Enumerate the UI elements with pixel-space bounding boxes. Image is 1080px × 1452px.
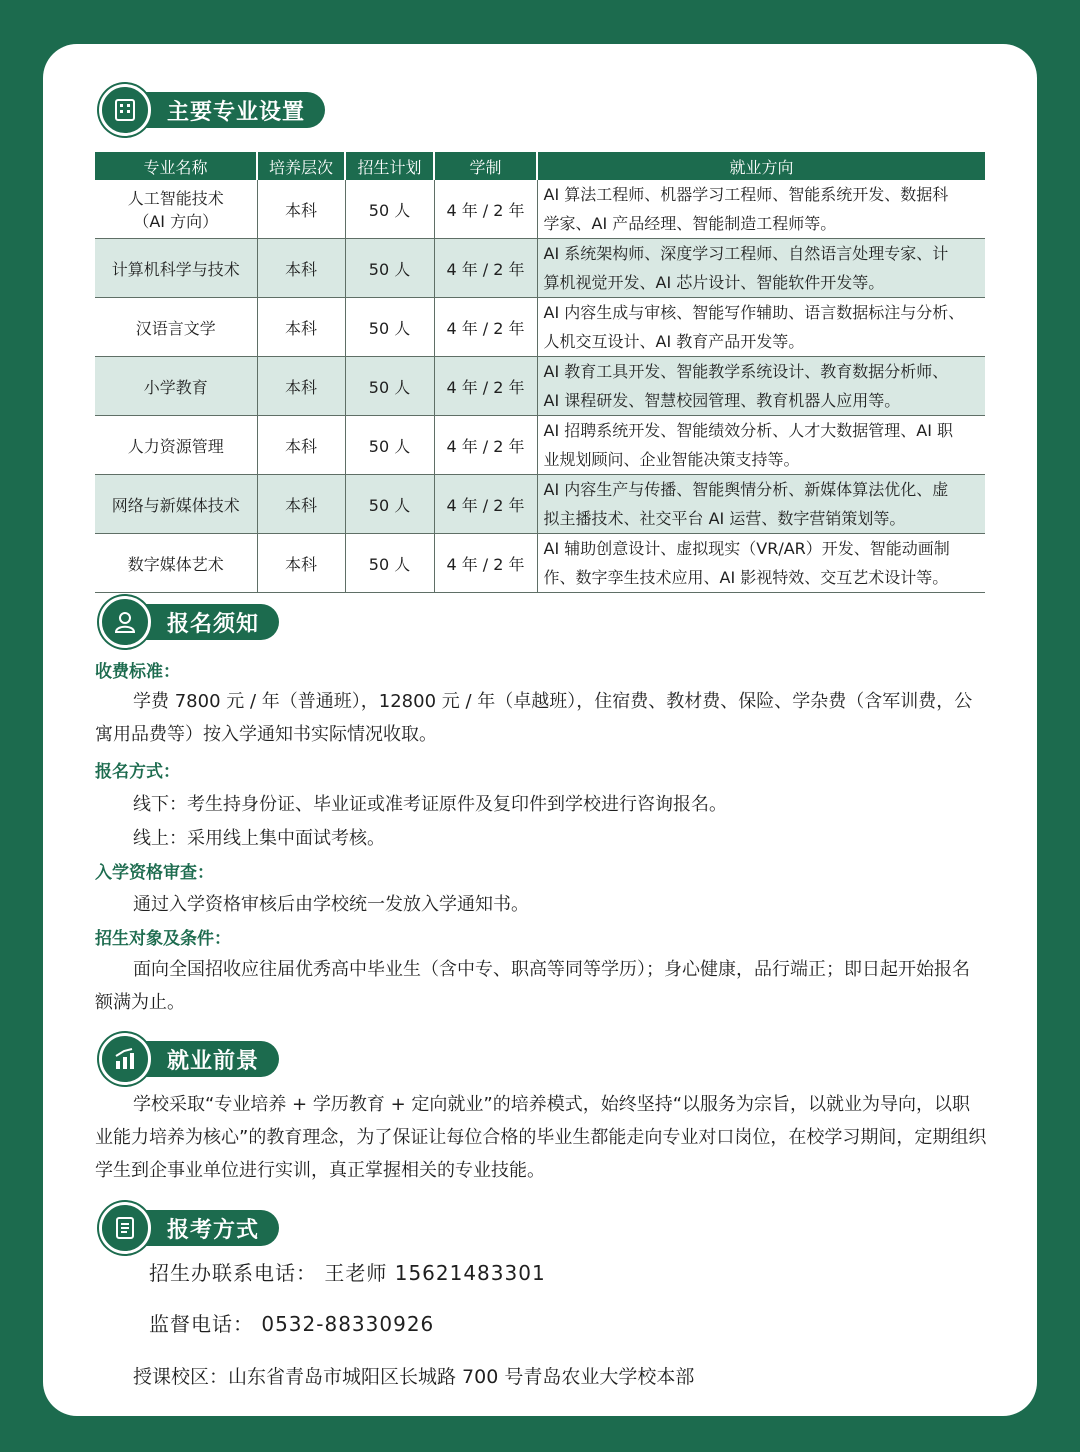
review-text: 通过入学资格审核后由学校统一发放入学通知书。 [133,894,529,915]
table-row [95,534,985,593]
major-level: 本科 [257,180,345,239]
major-level: 本科 [257,357,345,416]
method-label: 报名方式： [95,762,180,782]
major-jobs: AI 内容生成与审核、智能写作辅助、语言数据标注与分析、 人机交互设计、AI 教育产品开发等。 [537,298,985,357]
major-level: 本科 [257,475,345,534]
admission-phone: 招生办联系电话： 王老师 15621483301 [149,1261,546,1285]
header-level: 培养层次 [257,152,345,180]
major-name: 人力资源管理 [95,416,257,475]
major-years: 4 年 / 2 年 [434,180,537,239]
major-jobs: AI 系统架构师、深度学习工程师、自然语言处理专家、计 算机视觉开发、AI 芯片设计、智能软件开发等。 [537,239,985,298]
growth-chart-icon [99,1033,151,1085]
header-name: 专业名称 [95,152,257,180]
major-plan: 50 人 [345,239,434,298]
major-years: 4 年 / 2 年 [434,357,537,416]
section-title: 报考方式 [131,1210,279,1246]
section-majors-header [99,88,325,132]
target-text: 面向全国招收应往届优秀高中毕业生（含中专、职高等同等学历）；身心健康，品行端正；即日起开始报名额满为止。 [95,959,970,1013]
major-level: 本科 [257,239,345,298]
table-row [95,298,985,357]
major-jobs: AI 教育工具开发、智能教学系统设计、教育数据分析师、 AI 课程研发、智慧校园管理、教育机器人应用等。 [537,357,985,416]
fee-text: 学费 7800 元 / 年（普通班），12800 元 / 年（卓越班），住宿费、教材费、保险、学杂费（含军训费，公寓用品费等）按入学通知书实际情况收取。 [95,691,973,745]
supervise-phone: 监督电话： 0532-88330926 [149,1312,435,1336]
section-title: 就业前景 [131,1041,279,1077]
building-icon [99,84,151,136]
table-row [95,475,985,534]
header-years: 学制 [434,152,537,180]
table-row [95,239,985,298]
major-name: 计算机科学与技术 [95,239,257,298]
table-row [95,357,985,416]
major-name: 汉语言文学 [95,298,257,357]
table-header-row [95,152,985,180]
fee-label: 收费标准： [95,662,180,682]
section-title: 报名须知 [131,604,279,640]
header-jobs: 就业方向 [537,152,985,180]
majors-table [95,152,985,593]
major-level: 本科 [257,534,345,593]
table-row [95,180,985,239]
major-name: 人工智能技术 （AI 方向） [95,180,257,239]
major-plan: 50 人 [345,180,434,239]
major-jobs: AI 辅助创意设计、虚拟现实（VR/AR）开发、智能动画制 作、数字孪生技术应用、AI 影视特效、交互艺术设计等。 [537,534,985,593]
employment-text: 学校采取“专业培养 + 学历教育 + 定向就业”的培养模式，始终坚持“以服务为宗旨，以就业为导向，以职业能力培养为核心”的教育理念，为了保证让每位合格的毕业生都能走向专业对口岗位，在校学习期间，定期组织学生到企事业单位进行实训，真正掌握相关的专业技能。 [95,1094,987,1181]
person-icon [99,596,151,648]
major-level: 本科 [257,298,345,357]
document-icon [99,1202,151,1254]
major-jobs: AI 招聘系统开发、智能绩效分析、人才大数据管理、AI 职 业规划顾问、企业智能决策支持等。 [537,416,985,475]
major-plan: 50 人 [345,298,434,357]
section-enroll-header [99,600,279,644]
major-level: 本科 [257,416,345,475]
major-jobs: AI 内容生产与传播、智能舆情分析、新媒体算法优化、虚 拟主播技术、社交平台 AI 运营、数字营销策划等。 [537,475,985,534]
review-label: 入学资格审查： [95,863,214,883]
header-plan: 招生计划 [345,152,434,180]
major-name: 网络与新媒体技术 [95,475,257,534]
major-years: 4 年 / 2 年 [434,475,537,534]
campus-address: 授课校区：山东省青岛市城阳区长城路 700 号青岛农业大学校本部 [133,1366,695,1388]
major-name: 数字媒体艺术 [95,534,257,593]
major-plan: 50 人 [345,475,434,534]
offline-text: 线下：考生持身份证、毕业证或准考证原件及复印件到学校进行咨询报名。 [133,794,727,815]
major-plan: 50 人 [345,416,434,475]
section-apply-header [99,1206,279,1250]
major-years: 4 年 / 2 年 [434,298,537,357]
major-name: 小学教育 [95,357,257,416]
table-row [95,416,985,475]
brochure-card [43,44,1037,1416]
major-years: 4 年 / 2 年 [434,534,537,593]
major-plan: 50 人 [345,357,434,416]
target-label: 招生对象及条件： [95,929,231,949]
section-employment-header [99,1037,279,1081]
major-years: 4 年 / 2 年 [434,416,537,475]
major-jobs: AI 算法工程师、机器学习工程师、智能系统开发、数据科 学家、AI 产品经理、智能制造工程师等。 [537,180,985,239]
online-text: 线上：采用线上集中面试考核。 [133,828,385,849]
major-plan: 50 人 [345,534,434,593]
section-title: 主要专业设置 [131,92,325,128]
major-years: 4 年 / 2 年 [434,239,537,298]
